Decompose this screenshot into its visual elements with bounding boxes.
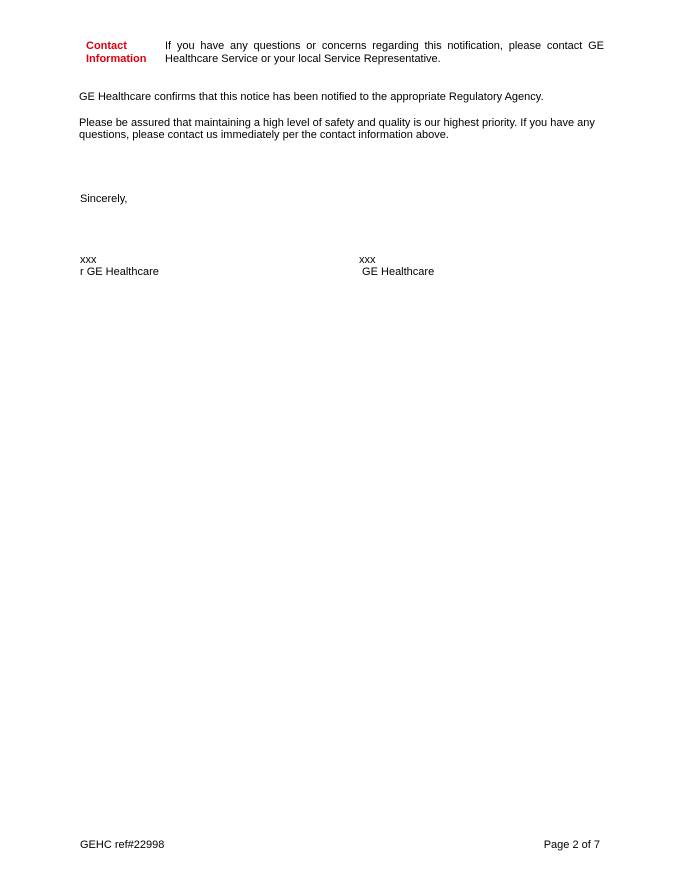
footer-page-number: Page 2 of 7: [543, 839, 600, 851]
contact-information-text: If you have any questions or concerns regarding this notification, please contact GE Healthcare Service or your local Service Representative.: [165, 40, 604, 65]
safety-quality-paragraph: Please be assured that maintaining a high level of safety and quality is our highest priority. If you have any questions, please contact us immediately per the contact information above.: [79, 117, 595, 141]
contact-label-line2: Information: [86, 53, 147, 65]
signatory-name-left: xxx: [80, 254, 97, 266]
signature-block-left: [80, 254, 159, 278]
contact-label-line1: Contact: [86, 40, 127, 52]
footer-reference: GEHC ref#22998: [80, 839, 165, 851]
signatory-name-right: xxx: [359, 254, 376, 266]
contact-information-label: [86, 40, 165, 66]
closing-salutation: Sincerely,: [80, 193, 128, 205]
signatory-title-left: r GE Healthcare: [80, 266, 159, 278]
signature-block-right: [359, 254, 434, 278]
signatory-title-right: GE Healthcare: [359, 266, 435, 278]
contact-information-section: [86, 40, 604, 66]
regulatory-notice-paragraph: GE Healthcare confirms that this notice has been notified to the appropriate Regulatory Agency.: [79, 91, 544, 103]
